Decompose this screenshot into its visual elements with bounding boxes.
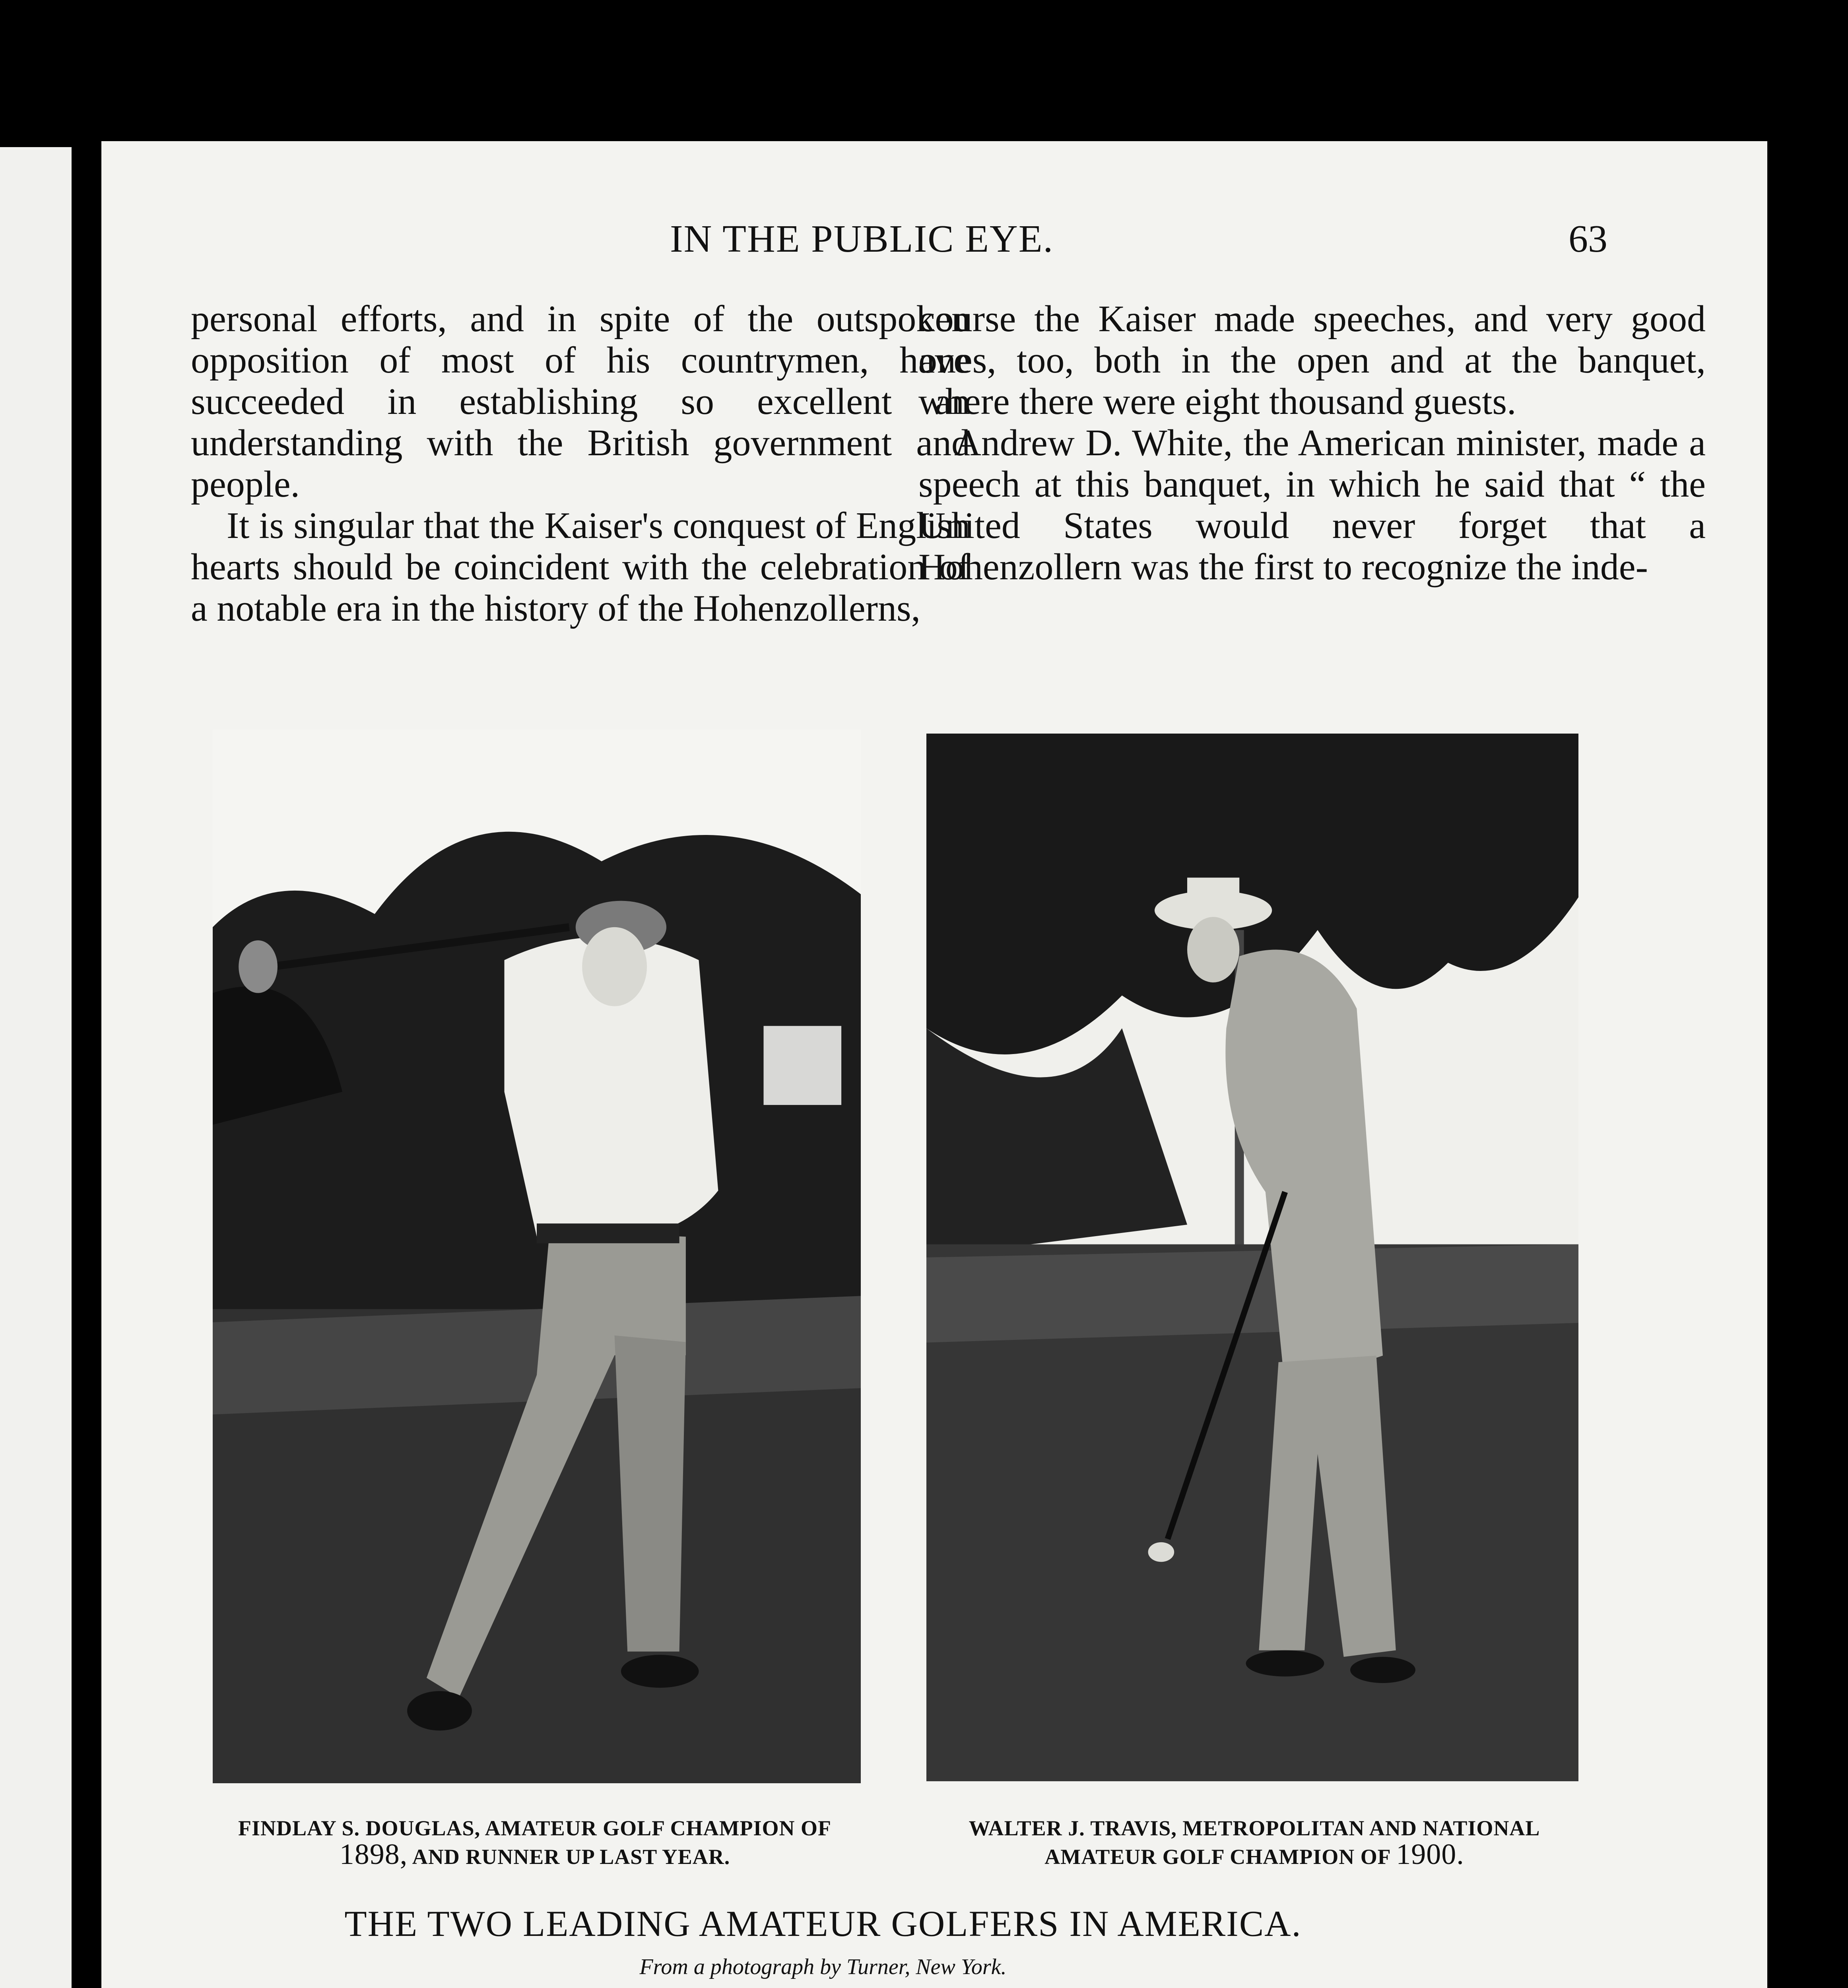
paragraph: personal efforts, and in spite of the outspoken opposition of most of his countrymen, have succeeded in establishing so excellent an understanding with the British government and people.	[191, 298, 970, 505]
paragraph: course the Kaiser made speeches, and very good ones, too, both in the open and at the banquet, where there were eight thousand guests.	[918, 298, 1706, 422]
paragraph: It is singular that the Kaiser's conquest of English hearts should be coincident with the celebration of a notable era in the history of the Hohenzollerns,	[191, 505, 970, 629]
caption-line: FINDLAY S. DOUGLAS, AMATEUR GOLF CHAMPION OF	[238, 1816, 832, 1840]
text-column-top-left	[191, 298, 970, 629]
golfer-douglas-photo	[213, 730, 861, 1783]
caption-text: AND RUNNER UP LAST YEAR.	[408, 1845, 730, 1869]
caption-year: 1898,	[339, 1838, 408, 1871]
page-number: 63	[1568, 217, 1607, 260]
page-header	[101, 217, 1767, 268]
figure-title: THE TWO LEADING AMATEUR GOLFERS IN AMERICA.	[344, 1903, 1302, 1944]
photo-credit: From a photograph by Turner, New York.	[639, 1955, 1007, 1979]
magazine-page	[101, 141, 1767, 1988]
text-column-top-right	[918, 298, 1706, 588]
photo-caption-right	[897, 1815, 1612, 1870]
caption-text: AMATEUR GOLF CHAMPION OF	[1044, 1845, 1396, 1869]
golfer-travis-photo	[926, 734, 1578, 1781]
caption-line	[897, 1838, 1612, 1871]
caption-year: 1900.	[1396, 1838, 1464, 1871]
running-head: IN THE PUBLIC EYE.	[670, 217, 1054, 260]
adjacent-page-edge	[0, 147, 72, 1988]
photo-caption-left	[185, 1815, 885, 1870]
paragraph: Andrew D. White, the American minister, made a speech at this banquet, in which he said that “ the United States would never forget that a Hohenzollern was the first to recognize the inde-	[918, 422, 1706, 588]
caption-line: WALTER J. TRAVIS, METROPOLITAN AND NATIONAL	[969, 1816, 1540, 1840]
caption-line	[185, 1838, 885, 1871]
